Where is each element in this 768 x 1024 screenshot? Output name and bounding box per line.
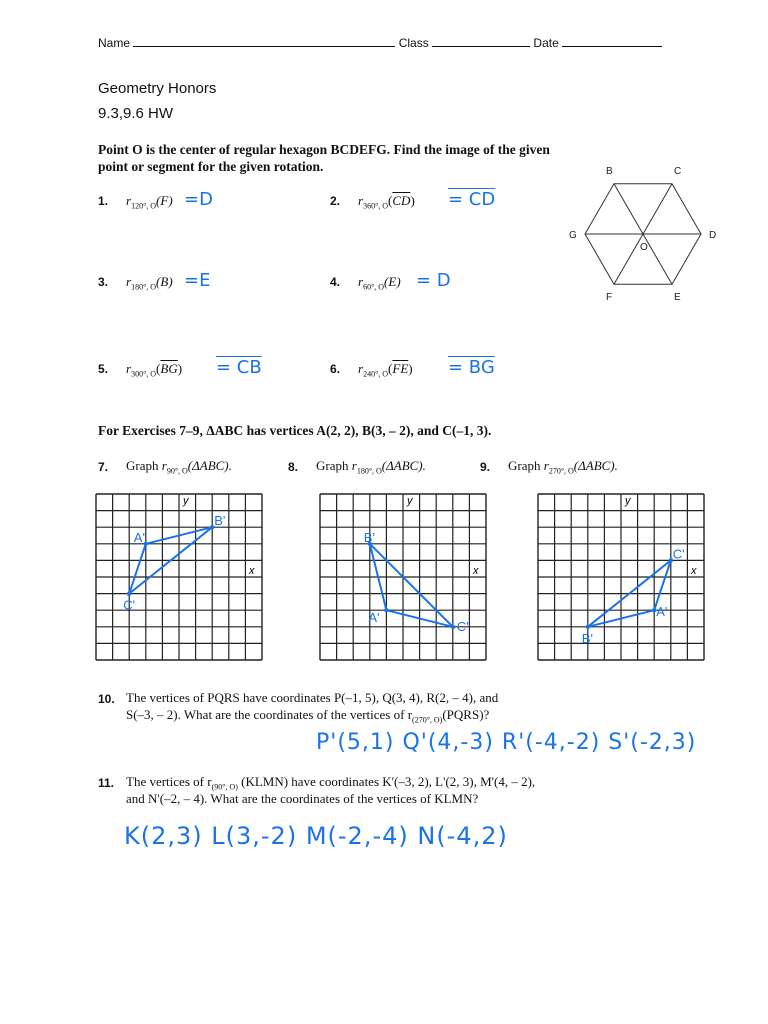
hexagon-vertex-label: G [569,230,577,241]
exercise-number: 1. [98,194,109,208]
exercise-expression: $r_{180^\circ, O}(B)$ [126,274,173,292]
graph-task-text: Graph $r_{270^\circ, O}(\Delta ABC)$. [508,458,618,476]
triangle-vertex-label: A' [368,610,380,626]
class-field[interactable] [432,34,530,47]
q10-answer: P'(5,1) Q'(4,-3) R'(-4,-2) S'(-2,3) [316,730,697,755]
exercise-expression: $r_{240^\circ, O}(\overline{FE})$ [358,361,413,379]
y-axis-label: y [183,495,189,507]
y-axis-label: y [407,495,413,507]
x-axis-label: x [691,565,697,577]
hexagon-spoke [614,184,643,234]
q11-line1: The vertices of $r_{(90^\circ, O)}$ (KLMN) have coordinates K'(–3, 2), L'(2, 3), M'(4, – 2), [126,774,536,792]
exercise-number: 2. [330,194,341,208]
header [98,34,662,50]
graph-task-text: Graph $r_{90^\circ, O}(\Delta ABC)$. [126,458,232,476]
exercise-answer: = CB [216,357,262,378]
graph-task-number: 8. [288,460,299,474]
graph-task-text: Graph $r_{180^\circ, O}(\Delta ABC)$. [316,458,426,476]
triangle-vertex-label: C' [672,546,685,562]
exercise-expression: $r_{360^\circ, O}(\overline{CD})$ [358,193,415,211]
graph-task-number: 9. [480,460,491,474]
graph-8[interactable] [316,492,492,664]
exercise-expression: $r_{300^\circ, O}(\overline{BG})$ [126,361,183,379]
exercise-answer: = D [416,270,451,291]
y-axis-label: y [625,495,631,507]
triangle-vertex [451,625,455,629]
course-title: Geometry Honors [98,80,217,97]
hexagon-figure [570,166,730,306]
exercise-expression: $r_{120^\circ, O}(F)$ [126,193,173,211]
triangle-vertex [586,625,590,629]
triangle-vertex-label: C' [456,618,469,634]
hexagon-vertex-label: D [709,230,717,241]
hexagon-spoke [643,184,672,234]
q10-number: 10. [98,692,115,706]
hexagon-vertex-label: F [606,292,613,304]
hexagon-instruction-line1: Point O is the center of regular hexagon BCDEFG. Find the image of the given [98,142,550,157]
q11-number: 11. [98,776,115,790]
exercise-answer: = CD [448,189,496,210]
triangle-vertex-label: B' [363,529,375,545]
assignment-title: 9.3,9.6 HW [98,105,174,122]
exercise-number: 4. [330,275,341,289]
graph-task-number: 7. [98,460,109,474]
date-label: Date [533,36,559,50]
hexagon-center-label: O [640,242,648,253]
exercise-number: 3. [98,275,109,289]
exercise-number: 5. [98,362,109,376]
hexagon-instruction-line2: point or segment for the given rotation. [98,159,324,174]
hexagon-spoke [614,234,643,284]
exercise-answer: =E [184,270,211,291]
triangle-instruction: For Exercises 7–9, ΔABC has vertices A(2, 2), B(3, – 2), and C(–1, 3). [98,423,492,438]
hexagon-vertex-label: B [606,165,613,177]
triangle-vertex-label: B' [214,513,226,529]
rotated-triangle [370,544,453,627]
triangle-vertex-label: A' [656,604,668,620]
triangle-vertex [384,608,388,612]
q11-line2: and N'(–2, – 4). What are the coordinates of the vertices of KLMN? [126,791,479,806]
name-field[interactable] [133,34,395,47]
q10-line2: S(–3, – 2). What are the coordinates of the vertices of $r_{(270^\circ, O)}(PQRS)$? [126,707,490,725]
date-field[interactable] [562,34,662,47]
triangle-vertex-label: B' [581,630,593,646]
x-axis-label: x [249,565,255,577]
hexagon-vertex-label: E [674,292,681,304]
exercise-answer: =D [184,189,213,210]
graph-7[interactable] [92,492,268,664]
q10-line1: The vertices of PQRS have coordinates P(–1, 5), Q(3, 4), R(2, – 4), and [126,690,499,705]
graph-9[interactable] [534,492,710,664]
q11-answer: K(2,3) L(3,-2) M(-2,-4) N(-4,2) [124,822,508,850]
exercise-number: 6. [330,362,341,376]
name-label: Name [98,36,131,50]
triangle-vertex-label: A' [133,529,145,545]
exercise-answer: = BG [448,357,495,378]
x-axis-label: x [473,565,479,577]
triangle-vertex [127,591,131,595]
exercise-expression: $r_{60^\circ, O}(E)$ [358,274,401,292]
triangle-vertex-label: C' [123,597,136,613]
class-label: Class [398,36,429,50]
hexagon-vertex-label: C [674,165,682,177]
